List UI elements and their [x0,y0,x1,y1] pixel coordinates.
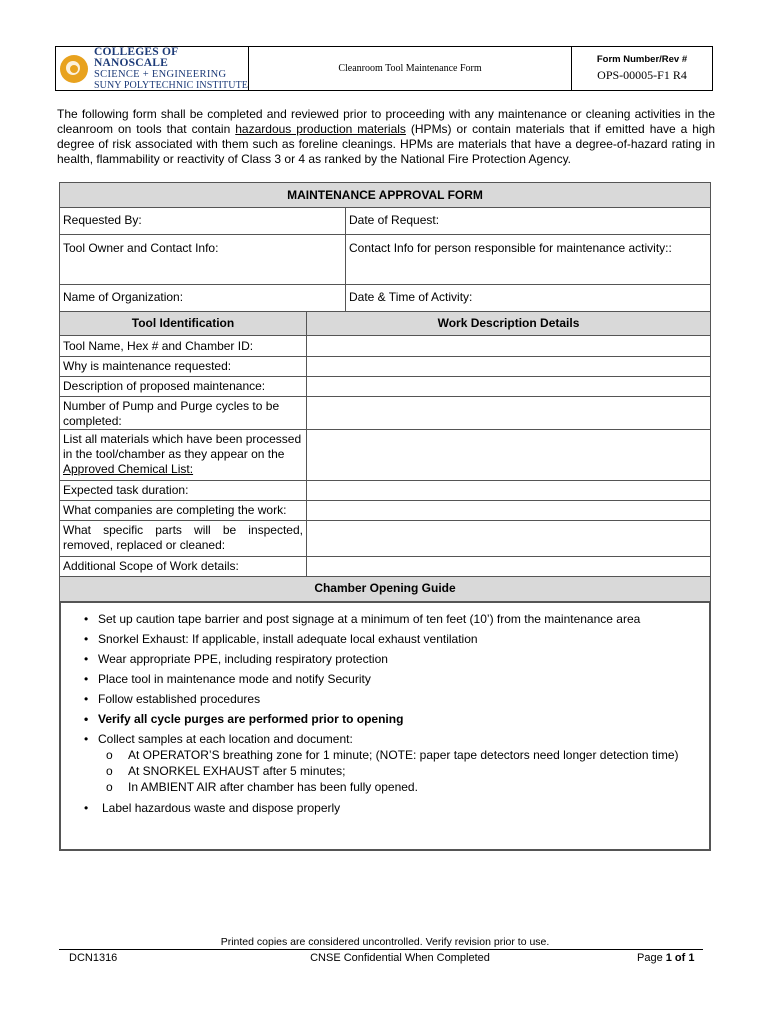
sub-list-item: o At OPERATOR’S breathing zone for 1 minute; (NOTE: paper tape detectors need longer detection time) [106,748,679,762]
tool-name-label: Tool Name, Hex # and Chamber ID: [63,339,254,353]
companies-input[interactable] [306,501,710,520]
globe-logo-icon [60,55,88,83]
approval-title-row [60,183,710,208]
work-description-header: Work Description Details [306,312,710,335]
logo-wordmark: COLLEGES OF NANOSCALE SCIENCE + ENGINEERING SUNY POLYTECHNIC INSTITUTE [94,45,248,91]
sub-list-item: o In AMBIENT AIR after chamber has been fully opened. [106,780,418,794]
tool-table-header [60,312,710,336]
list-item: • Collect samples at each location and document: [84,732,694,747]
table-row [60,557,710,577]
circle-bullet-icon: o [106,780,113,794]
list-item: • Snorkel Exhaust: If applicable, install adequate local exhaust ventilation [84,632,694,647]
table-row [60,336,710,357]
pump-purge-cycles-label: Number of Pump and Purge cycles to be completed: [63,399,280,428]
requested-by-field[interactable]: Requested By: [63,213,142,227]
institution-logo [56,47,249,90]
approved-chemical-list-link[interactable]: Approved Chemical List: [63,462,194,476]
table-row [60,501,710,521]
maintenance-approval-table [59,182,711,601]
guide-title-row [60,577,710,601]
table-row [60,357,710,377]
document-header [55,46,713,91]
list-item: • Wear appropriate PPE, including respiratory protection [84,652,694,667]
uncontrolled-copy-note: Printed copies are considered uncontrolled. Verify revision prior to use. [220,936,550,948]
table-row [60,521,710,557]
sub-list-item: o At SNORKEL EXHAUST after 5 minutes; [106,764,346,778]
organization-field[interactable]: Name of Organization: [63,290,184,304]
form-number-block [572,47,712,90]
confidential-notice: CNSE Confidential When Completed [310,952,490,964]
materials-list-label: List all materials which have been processed in the tool/chamber as they appear on the Approved Chemical List: [63,432,302,476]
task-duration-label: Expected task duration: [63,483,189,497]
form-number-label: Form Number/Rev # [596,54,688,65]
approval-row [60,235,710,285]
list-item: • Set up caution tape barrier and post signage at a minimum of ten feet (10’) from the maintenance area [84,612,694,627]
chamber-opening-guide-title: Chamber Opening Guide [60,577,710,601]
approval-row [60,208,710,235]
table-row [60,481,710,501]
parts-label: What specific parts will be inspected, removed, replaced or cleaned: [63,523,303,552]
additional-scope-label: Additional Scope of Work details: [63,559,239,573]
footer-divider [59,949,703,950]
approval-row [60,285,710,312]
tool-owner-field[interactable]: Tool Owner and Contact Info: [63,241,219,255]
approval-form-title: MAINTENANCE APPROVAL FORM [60,183,710,207]
circle-bullet-icon: o [106,748,113,762]
tool-name-input[interactable] [306,336,710,356]
hpm-link[interactable]: hazardous production materials [235,122,406,136]
activity-datetime-field[interactable]: Date & Time of Activity: [345,285,710,311]
companies-label: What companies are completing the work: [63,503,287,517]
maintenance-contact-field[interactable]: Contact Info for person responsible for maintenance activity:: [345,235,710,284]
proposed-maintenance-input[interactable] [306,377,710,396]
circle-bullet-icon: o [106,764,113,778]
parts-input[interactable] [306,521,710,556]
table-row [60,430,710,481]
maintenance-reason-input[interactable] [306,357,710,376]
maintenance-reason-label: Why is maintenance requested: [63,359,232,373]
tool-identification-header: Tool Identification [60,312,306,335]
task-duration-input[interactable] [306,481,710,500]
proposed-maintenance-label: Description of proposed maintenance: [63,379,266,393]
list-item: • Follow established procedures [84,692,694,707]
pump-purge-cycles-input[interactable] [306,397,710,429]
materials-list-input[interactable] [306,430,710,480]
form-title: Cleanroom Tool Maintenance Form [249,47,572,90]
chamber-opening-guide-list [84,612,694,821]
date-of-request-field[interactable]: Date of Request: [345,208,710,234]
page-number: Page 1 of 1 [637,952,695,964]
list-item: • Verify all cycle purges are performed prior to opening [84,712,694,727]
intro-paragraph: The following form shall be completed and reviewed prior to proceeding with any maintenance or cleaning activities in the cleanroom on tools that contain hazardous production materials (HPMs) or contain materials that if emitted have a high degree of risk associated with them such as foreline cleanings. HPMs are materials that have a degree-of-hazard rating in health, flammability or reactivity of Class 3 or 4 as ranked by the National Fire Protection Agency. [57,107,715,166]
list-item: • Label hazardous waste and dispose properly [84,801,694,816]
form-number-value: OPS-00005-F1 R4 [597,68,687,82]
table-row [60,397,710,430]
additional-scope-input[interactable] [306,557,710,576]
table-row [60,377,710,397]
dcn-number: DCN1316 [69,952,118,964]
list-item: • Place tool in maintenance mode and notify Security [84,672,694,687]
